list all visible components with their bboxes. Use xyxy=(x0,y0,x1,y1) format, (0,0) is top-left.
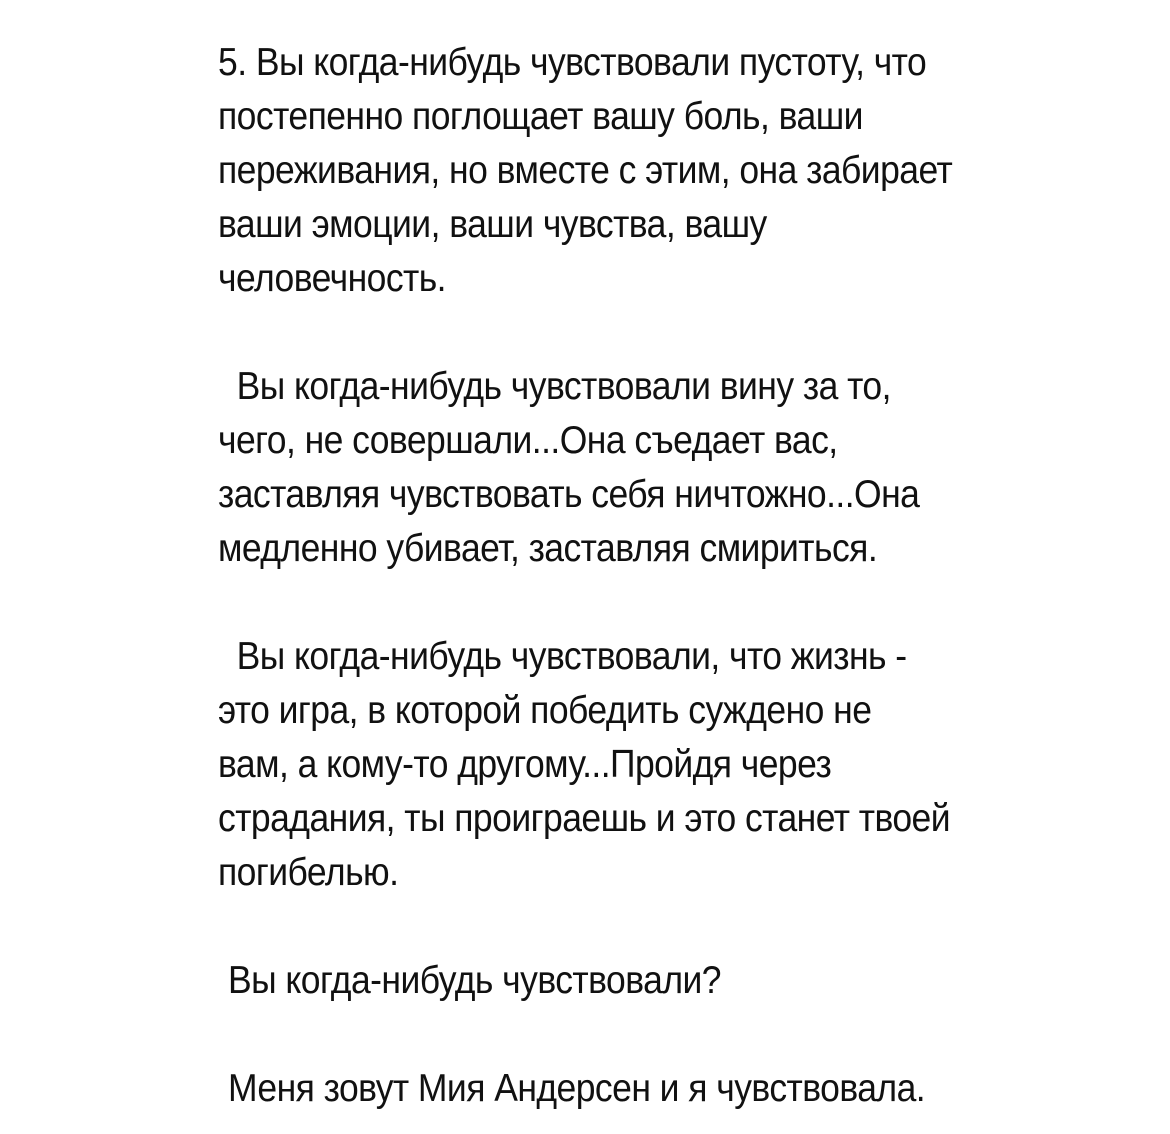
paragraph-3-line-5: погибелью. xyxy=(218,851,399,894)
paragraph-3-line-3: вам, а кому-то другому...Пройдя через xyxy=(218,743,832,786)
paragraph-2-line-3: заставляя чувствовать себя ничтожно...Она xyxy=(218,473,920,516)
paragraph-2-line-4: медленно убивает, заставляя смириться. xyxy=(218,527,878,570)
paragraph-3-line-4: страдания, ты проиграешь и это станет твоей xyxy=(218,797,951,840)
paragraph-1-line-3: переживания, но вместе с этим, она забирает xyxy=(218,149,953,192)
paragraph-3-line-2: это игра, в которой победить суждено не xyxy=(218,689,872,732)
paragraph-1-line-5: человечность. xyxy=(218,257,446,300)
paragraph-2-line-1: Вы когда-нибудь чувствовали вину за то, xyxy=(218,365,891,408)
paragraph-2-line-2: чего, не совершали...Она съедает вас, xyxy=(218,419,838,462)
paragraph-3-line-1: Вы когда-нибудь чувствовали, что жизнь - xyxy=(218,635,907,678)
paragraph-4-line-1: Вы когда-нибудь чувствовали? xyxy=(228,959,721,1002)
paragraph-1-line-1: 5. Вы когда-нибудь чувствовали пустоту, что xyxy=(218,41,927,84)
paragraph-1-line-2: постепенно поглощает вашу боль, ваши xyxy=(218,95,863,138)
paragraph-5-line-1: Меня зовут Мия Андерсен и я чувствовала. xyxy=(228,1067,926,1110)
paragraph-1-line-4: ваши эмоции, ваши чувства, вашу xyxy=(218,203,767,246)
